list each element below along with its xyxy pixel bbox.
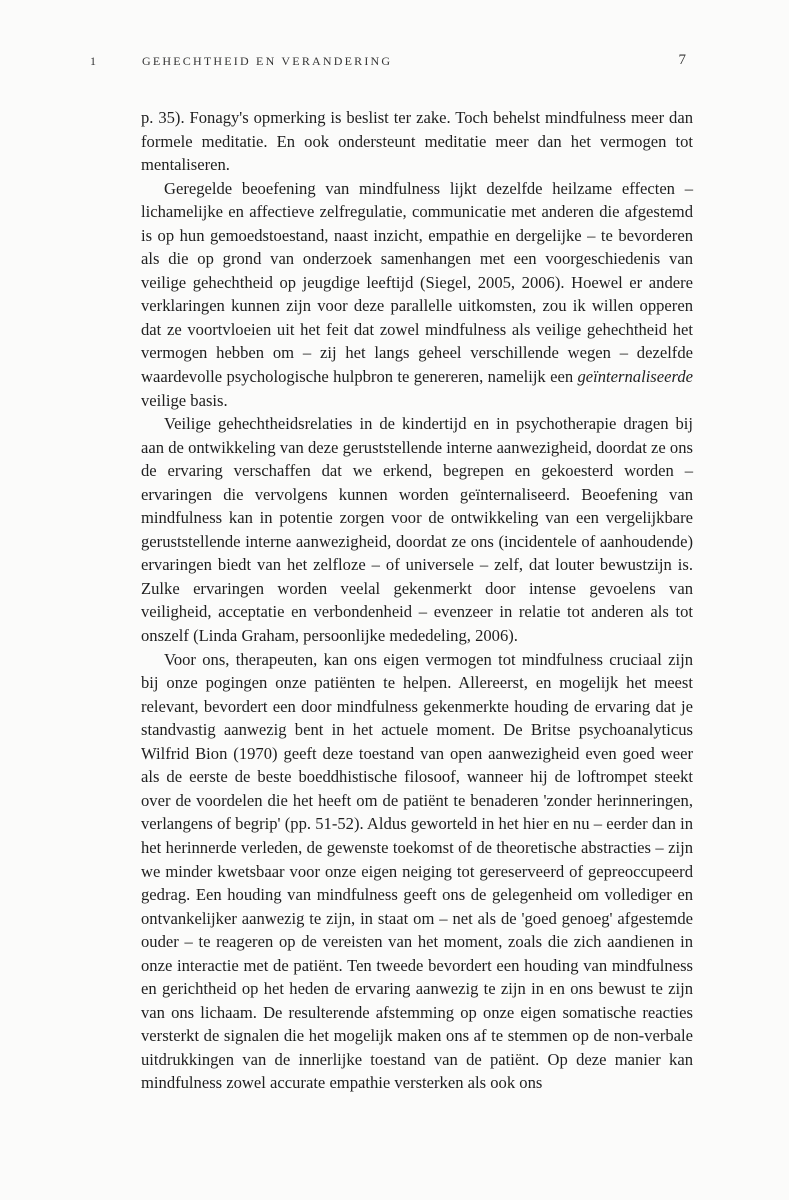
paragraph-1: p. 35). Fonagy's opmerking is beslist ter zake. Toch behelst mindfulness meer dan formele meditatie. En ook ondersteunt meditatie meer dan het vermogen tot mentaliseren.: [141, 108, 693, 175]
paragraph-4: Voor ons, therapeuten, kan ons eigen vermogen tot mindfulness cruciaal zijn bij onze pogingen onze patiënten te helpen. Allereerst, en mogelijk het meest relevant, bevordert een door mindfulness gekenmerkte houding de ervaring dat je standvastig aanwezig bent in het actuele moment. De Britse psychoanalyticus Wilfrid Bion (1970) geeft deze toestand van open aanwezigheid even goed weer als de eerste de beste boeddhistische filosoof, wanneer hij de loftrompet steekt over de voordelen die het heeft om de patiënt te benaderen 'zonder herinneringen, verlangens of begrip' (pp. 51-52). Aldus geworteld in het hier en nu – eerder dan in het herinnerde verleden, de gewenste toekomst of de theoretische abstracties – zijn we minder kwetsbaar voor onze eigen neiging tot gereserveerd of gepreoccupeerd gedrag. Een houding van mindfulness geeft ons de gelegenheid om vollediger en ontvankelijker aanwezig te zijn, in staat om – net als de 'goed genoeg' afgestemde ouder – te reageren op de vereisten van het moment, zoals die zich aandienen in onze interactie met de patiënt. Ten tweede bevordert een houding van mindfulness en gerichtheid op het heden de ervaring aanwezig te zijn in en ons bewust te zijn van ons lichaam. De resulterende afstemming op onze eigen somatische reacties versterkt de signalen die het mogelijk maken ons af te stemmen op de non-verbale uitdrukkingen van de innerlijke toestand van de patiënt. Op deze manier kan mindfulness zowel accurate empathie versterken als ook ons: [141, 649, 693, 1093]
paragraph-2: [141, 177, 693, 412]
paragraph-2-end: veilige basis.: [141, 390, 228, 410]
paragraph-2-italic: geïnternaliseerde: [577, 367, 693, 387]
running-head: GEHECHTHEID EN VERANDERING: [142, 54, 393, 68]
body-text: [141, 106, 693, 1095]
paragraph-3: Veilige gehechtheidsrelaties in de kindertijd en in psychotherapie dragen bij aan de ontwikkeling van deze geruststellende interne aanwezigheid, doordat ze ons de ervaring verschaffen dat we erkend, begrepen en gekoesterd worden – ervaringen die vervolgens kunnen worden geïnternaliseerd. Beoefening van mindfulness kan in potentie zorgen voor de ontwikkeling van een vergelijkbare geruststellende interne aanwezigheid, doordat ze ons (incidentele of aanhoudende) ervaringen biedt van het zelfloze – of universele – zelf, dat louter bewustzijn is. Zulke ervaringen worden veelal gekenmerkt door intense gevoelens van veiligheid, acceptatie en verbondenheid – evenzeer in relatie tot anderen als tot onszelf (Linda Graham, persoonlijke mededeling, 2006).: [141, 414, 693, 646]
page-number: 7: [678, 52, 686, 68]
chapter-number: 1: [90, 54, 96, 68]
paragraph-2-text: Geregelde beoefening van mindfulness lijkt dezelfde heilzame effecten – lichamelijke en affectieve zelfregulatie, communicatie met anderen die afgestemd is op hun gemoedstoestand, naast inzicht, empathie en dergelijke – te bevorderen als die op grond van onderzoek samenhangen met een voorgeschiedenis van veilige gehechtheid op jeugdige leeftijd (Siegel, 2005, 2006). Hoewel er andere verklaringen kunnen zijn voor deze parallelle uitkomsten, zou ik willen opperen dat ze voortvloeien uit het feit dat zowel mindfulness als veilige gehechtheid het vermogen hebben om – zij het langs geheel verschillende wegen – dezelfde waardevolle psychologische hulpbron te genereren, namelijk een: [141, 178, 693, 387]
page-header: [90, 52, 690, 72]
